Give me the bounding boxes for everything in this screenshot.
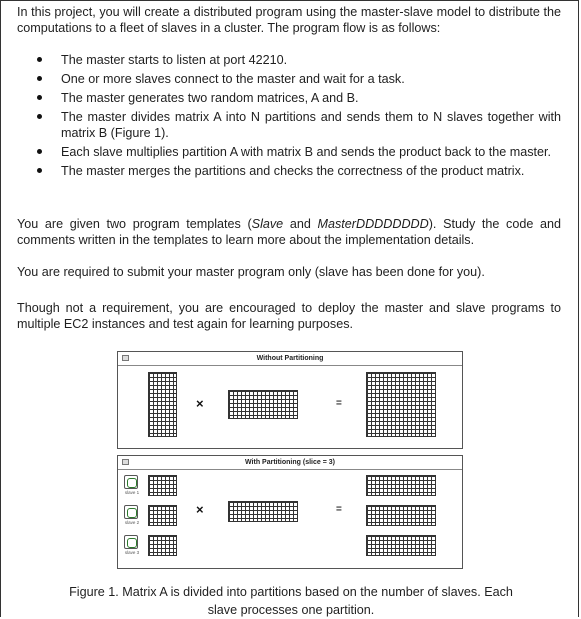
product-partition — [366, 505, 436, 526]
panel-title: Without Partitioning — [256, 355, 324, 362]
matrix-b — [228, 390, 298, 419]
slave-node — [124, 535, 140, 555]
without-partitioning-panel — [117, 351, 463, 449]
multiply-icon: × — [196, 502, 204, 517]
equals-icon: = — [336, 398, 342, 409]
slave-node — [124, 505, 140, 525]
master-template-name: MasterDDDDDDDD — [317, 217, 429, 231]
slave-icon — [124, 505, 138, 519]
templates-text-after: ). Study the code and comments written in the templates to learn more about the implementation details. — [17, 217, 562, 247]
list-item: The master generates two random matrices, A and B. — [31, 90, 561, 106]
slave-icon — [124, 535, 138, 549]
product-matrix — [366, 372, 436, 437]
list-item: The master merges the partitions and checks the correctness of the product matrix. — [31, 163, 561, 179]
equals-icon: = — [336, 504, 342, 515]
intro-paragraph: In this project, you will create a distributed program using the master-slave model to distribute the computations to a fleet of slaves in a cluster. The program flow is as follows: — [17, 5, 561, 35]
matrix-a — [148, 372, 177, 437]
templates-text-before: You are given two program templates ( — [17, 217, 252, 231]
slave-label: slave 1 — [124, 490, 140, 495]
slave-template-name: Slave — [251, 217, 284, 231]
matrix-a-partition — [148, 475, 177, 496]
matrix-b — [228, 501, 298, 522]
list-item: Each slave multiplies partition A with matrix B and sends the product back to the master. — [31, 144, 561, 160]
list-item: One or more slaves connect to the master and wait for a task. — [31, 71, 561, 87]
product-partition — [366, 475, 436, 496]
list-item: The master starts to listen at port 42210. — [31, 52, 561, 68]
slave-node — [124, 475, 140, 495]
slave-label: slave 2 — [124, 520, 140, 525]
with-partitioning-panel — [117, 455, 463, 569]
slave-icon — [124, 475, 138, 489]
submit-paragraph: You are required to submit your master program only (slave has been done for you). — [17, 265, 485, 279]
program-flow-list — [31, 52, 561, 182]
slave-label: slave 3 — [124, 550, 140, 555]
matrix-a-partition — [148, 535, 177, 556]
deploy-paragraph: Though not a requirement, you are encouraged to deploy the master and slave programs to multiple EC2 instances and test again for learning purposes. — [17, 301, 561, 331]
templates-paragraph — [17, 216, 561, 248]
product-partition — [366, 535, 436, 556]
divider — [118, 365, 462, 366]
matrix-a-partition — [148, 505, 177, 526]
figure-caption: Figure 1. Matrix A is divided into partitions based on the number of slaves. Each slave processes one partition. — [69, 585, 513, 617]
divider — [118, 469, 462, 470]
multiply-icon: × — [196, 396, 204, 411]
list-item: The master divides matrix A into N partitions and sends them to N slaves together with matrix B (Figure 1). — [31, 109, 561, 141]
templates-text-and: and — [283, 217, 318, 231]
figure-matrix-partitioning — [117, 351, 463, 569]
panel-title: With Partitioning (slice = 3) — [245, 459, 335, 466]
